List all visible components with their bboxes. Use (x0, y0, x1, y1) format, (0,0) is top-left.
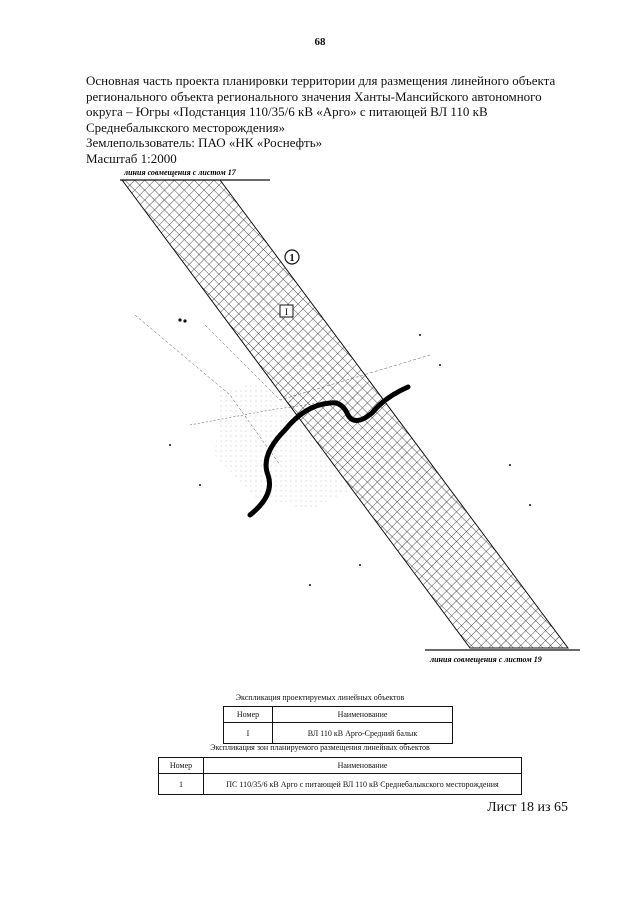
bottom-match-label: линия совмещения с листом 19 (430, 655, 542, 664)
heading-line: Среднебалыкского месторождения» (86, 119, 286, 135)
table2-cell-number: 1 (159, 774, 204, 795)
marker-1 (285, 250, 299, 264)
table2-header-number: Номер (159, 758, 204, 774)
heading-line: Основная часть проекта планировки территории для размещения линейного объекта (86, 73, 556, 88)
marker-1-label: 1 (289, 253, 295, 264)
document-heading (86, 73, 566, 166)
page-number: 68 (314, 36, 326, 48)
table1-header-number: Номер (224, 707, 273, 723)
marker-I-label: I (285, 307, 288, 317)
table1-header-name: Наименование (273, 707, 453, 723)
table2-caption: Экспликация зон планируемого размещения линейных объектов (210, 743, 430, 752)
heading-line: регионального объекта регионального значения Ханты-Мансийского автономного (86, 88, 542, 104)
heading-line: округа – Югры «Подстанция 110/35/6 кВ «Арго» с питающей ВЛ 110 кВ (86, 104, 488, 119)
table1-cell-number: I (224, 723, 273, 744)
scale-line: Масштаб 1:2000 (86, 150, 177, 166)
table1-cell-name: ВЛ 110 кВ Арго-Средний балык (273, 723, 453, 744)
sheet-number: Лист 18 из 65 (487, 800, 568, 815)
planning-zones-table (158, 757, 522, 795)
land-user-line: Землепользователь: ПАО «НК «Роснефть» (86, 135, 323, 150)
planning-map (110, 165, 580, 665)
top-match-label: линия совмещения с листом 17 (124, 168, 236, 177)
table2-header-name: Наименование (204, 758, 522, 774)
linear-objects-table (223, 706, 453, 744)
marker-I (280, 305, 293, 317)
table1-caption: Экспликация проектируемых линейных объектов (235, 693, 405, 702)
table2-cell-name: ПС 110/35/6 кВ Арго с питающей ВЛ 110 кВ Среднебалыкского месторождения (204, 774, 522, 795)
